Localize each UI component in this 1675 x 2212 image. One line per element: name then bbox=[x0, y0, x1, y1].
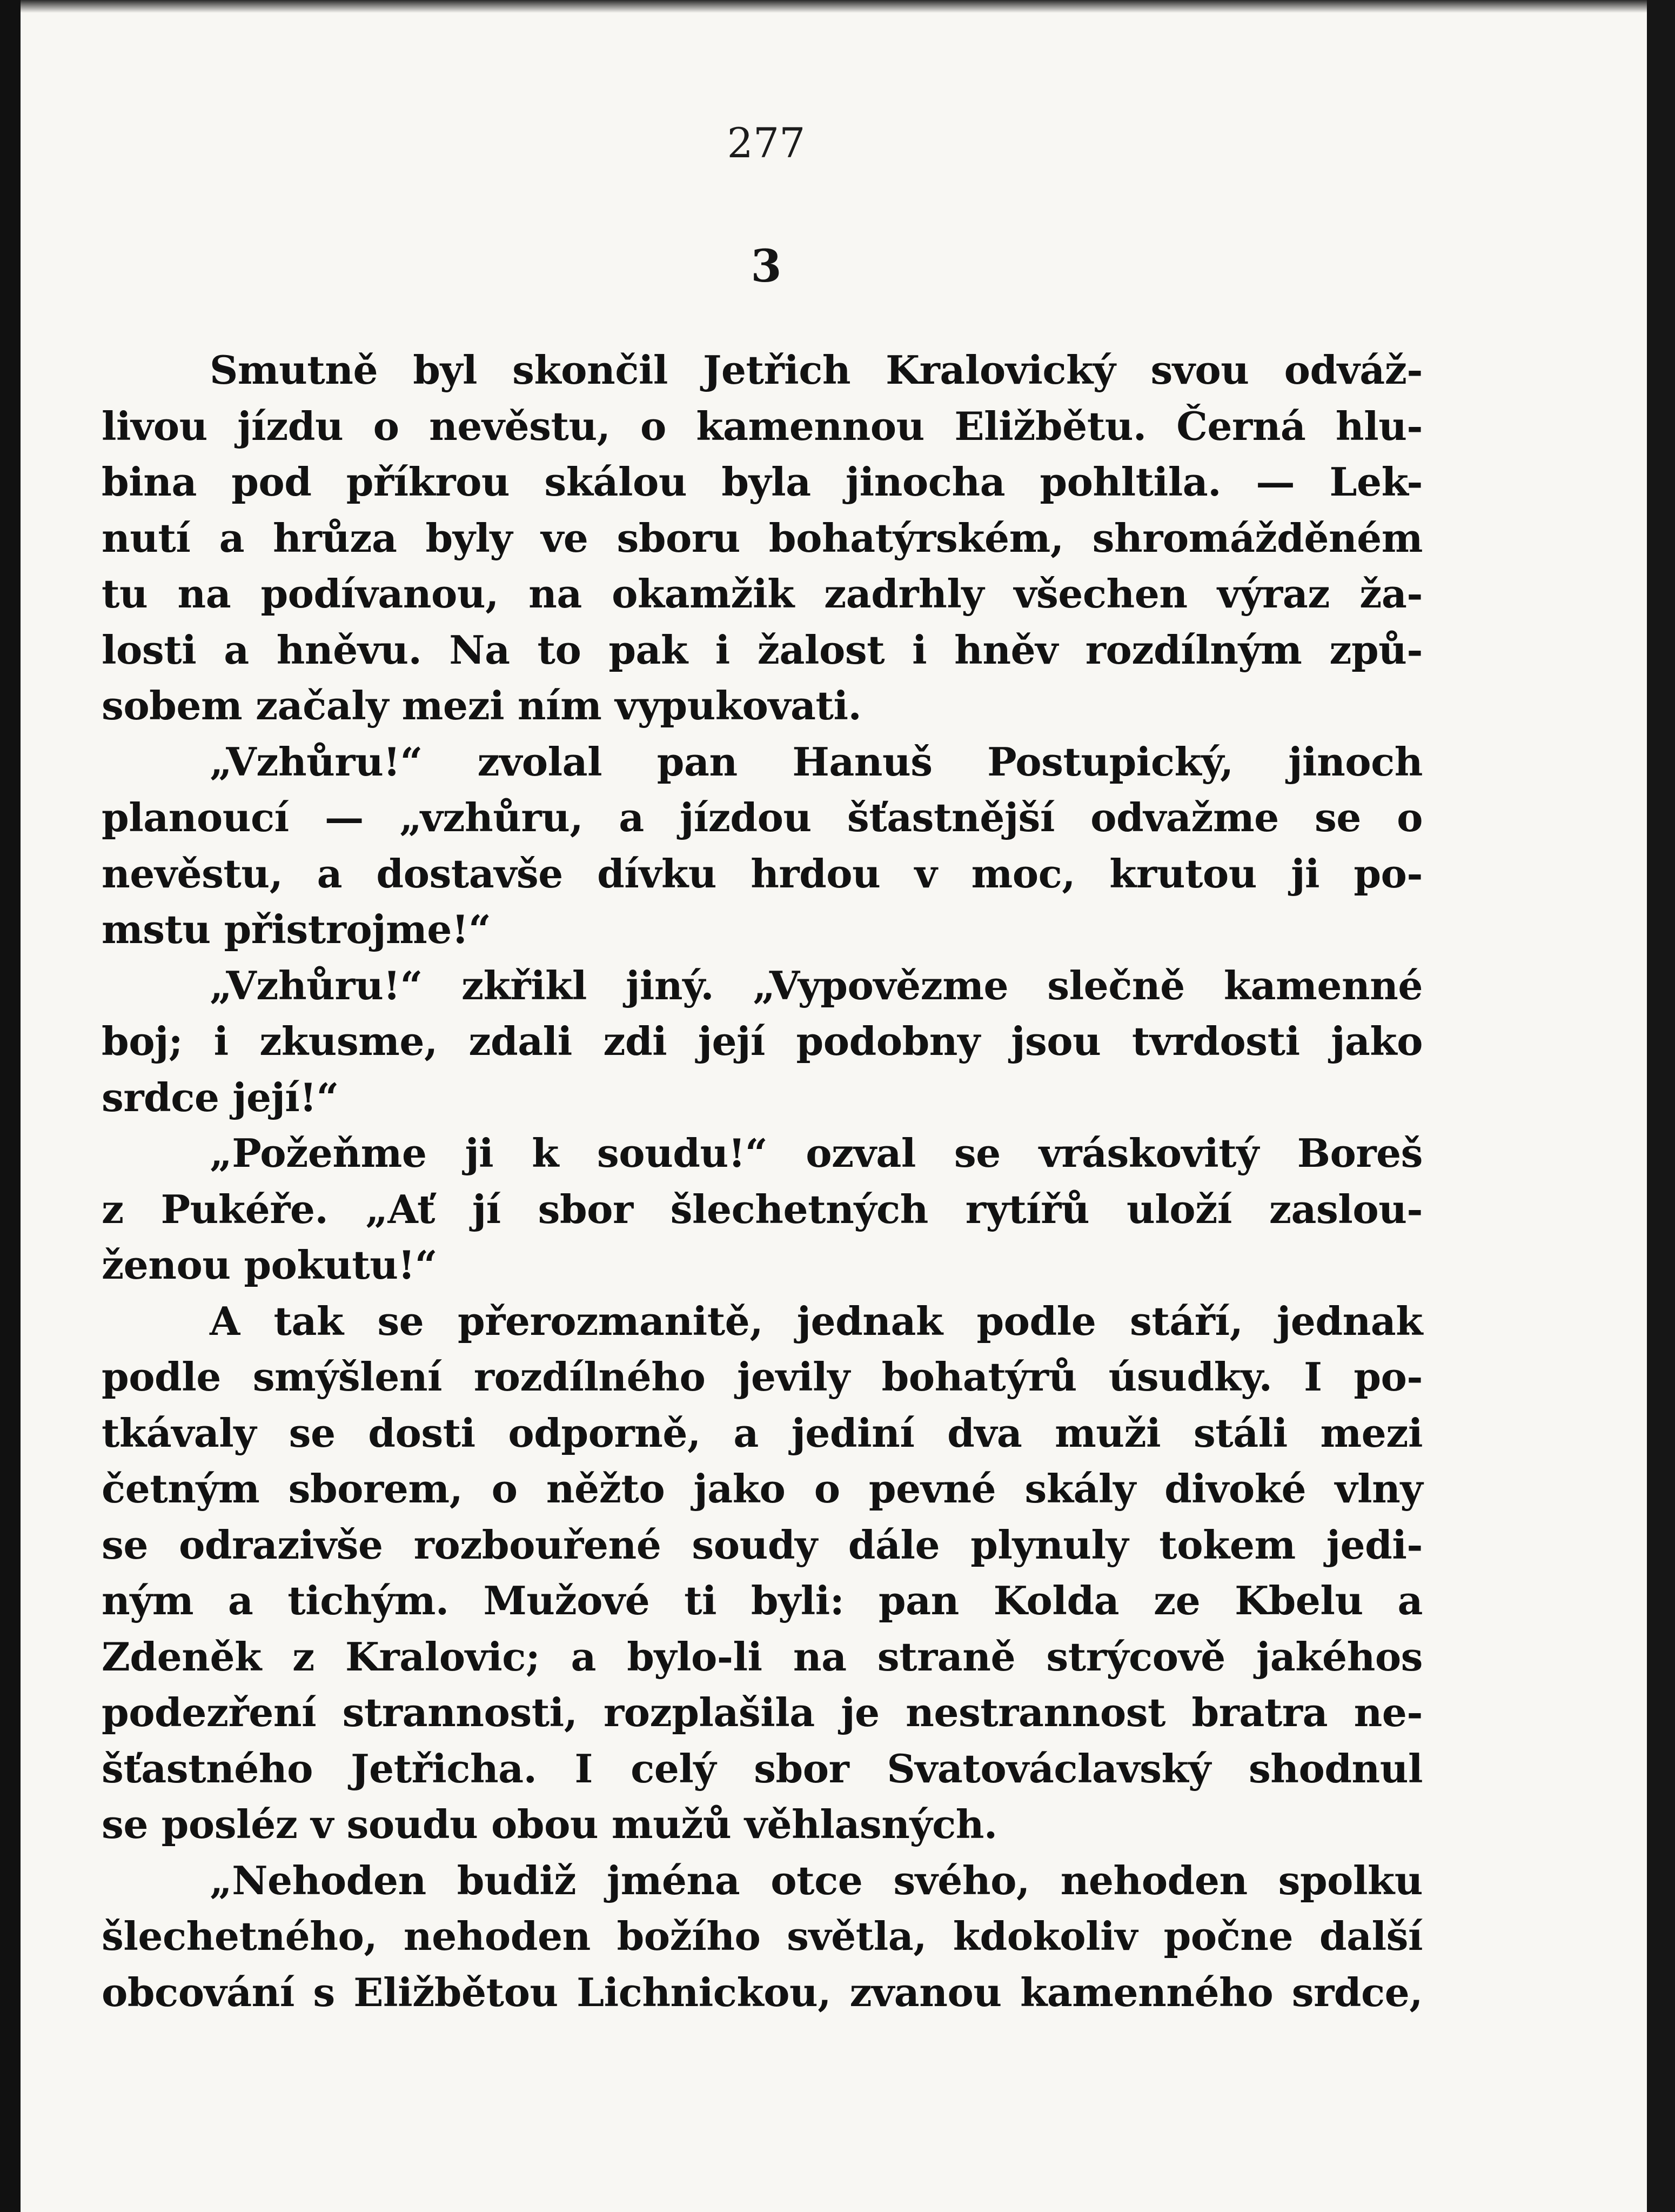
text-line: tu na podívanou, na okamžik zadrhly všechen výraz ža- bbox=[102, 571, 1423, 617]
text-line: obcování s Eližbětou Lichnickou, zvanou kamenného srdce, bbox=[102, 1969, 1423, 2016]
text-line: „Vzhůru!“ zvolal pan Hanuš Postupický, jinoch bbox=[210, 739, 1423, 785]
page-number: 277 bbox=[727, 119, 806, 167]
text-line: Zdeněk z Kralovic; a bylo-li na straně strýcově jakéhos bbox=[102, 1634, 1423, 1680]
text-line: tkávaly se dosti odporně, a jediní dva muži stáli mezi bbox=[102, 1410, 1423, 1456]
body-text bbox=[102, 343, 1423, 2021]
text-line: livou jízdu o nevěstu, o kamennou Eližbětu. Černá hlu- bbox=[102, 403, 1423, 450]
text-line: mstu přistrojme!“ bbox=[102, 907, 491, 953]
text-line: nevěstu, a dostavše dívku hrdou v moc, krutou ji po- bbox=[102, 851, 1423, 897]
text-line: planoucí — „vzhůru, a jízdou šťastnější odvažme se o bbox=[102, 795, 1423, 841]
text-line: se posléz v soudu obou mužů věhlasných. bbox=[102, 1802, 997, 1848]
text-line: sobem začaly mezi ním vypukovati. bbox=[102, 683, 862, 729]
text-line: A tak se přerozmanitě, jednak podle stáří, jednak bbox=[210, 1298, 1423, 1345]
text-line: šťastného Jetřicha. I celý sbor Svatováclavský shodnul bbox=[102, 1746, 1423, 1792]
text-line: četným sborem, o něžto jako o pevné skály divoké vlny bbox=[102, 1466, 1423, 1512]
text-line: „Vzhůru!“ zkřikl jiný. „Vypovězme slečně kamenné bbox=[210, 963, 1423, 1009]
text-line: šlechetného, nehoden božího světla, kdokoliv počne další bbox=[102, 1914, 1423, 1960]
text-line: z Pukéře. „Ať jí sbor šlechetných rytířů uloží zaslou- bbox=[102, 1186, 1423, 1233]
page-top-shadow bbox=[21, 0, 1647, 13]
text-line: „Požeňme ji k soudu!“ ozval se vráskovitý Boreš bbox=[210, 1131, 1423, 1177]
text-line: boj; i zkusme, zdali zdi její podobny jsou tvrdosti jako bbox=[102, 1019, 1423, 1065]
text-line: ženou pokutu!“ bbox=[102, 1242, 438, 1288]
section-number: 3 bbox=[751, 240, 782, 292]
text-line: losti a hněvu. Na to pak i žalost i hněv rozdílným způ- bbox=[102, 627, 1423, 673]
text-line: ným a tichým. Mužové ti byli: pan Kolda ze Kbelu a bbox=[102, 1578, 1423, 1624]
scan-edge-left bbox=[0, 0, 21, 2212]
text-line: bina pod příkrou skálou byla jinocha pohltila. — Lek- bbox=[102, 459, 1423, 505]
book-page bbox=[21, 0, 1647, 2212]
text-line: podezření strannosti, rozplašila je nestrannost bratra ne- bbox=[102, 1690, 1423, 1736]
text-line: srdce její!“ bbox=[102, 1074, 339, 1121]
text-line: „Nehoden budiž jména otce svého, nehoden spolku bbox=[210, 1857, 1423, 1904]
text-line: podle smýšlení rozdílného jevily bohatýrů úsudky. I po- bbox=[102, 1354, 1423, 1400]
text-line: Smutně byl skončil Jetřich Kralovický svou odváž- bbox=[210, 347, 1423, 393]
text-line: se odrazivše rozbouřené soudy dále plynuly tokem jedi- bbox=[102, 1522, 1423, 1568]
text-line: nutí a hrůza byly ve sboru bohatýrském, shromážděném bbox=[102, 515, 1423, 562]
scan-edge-right bbox=[1647, 0, 1675, 2212]
